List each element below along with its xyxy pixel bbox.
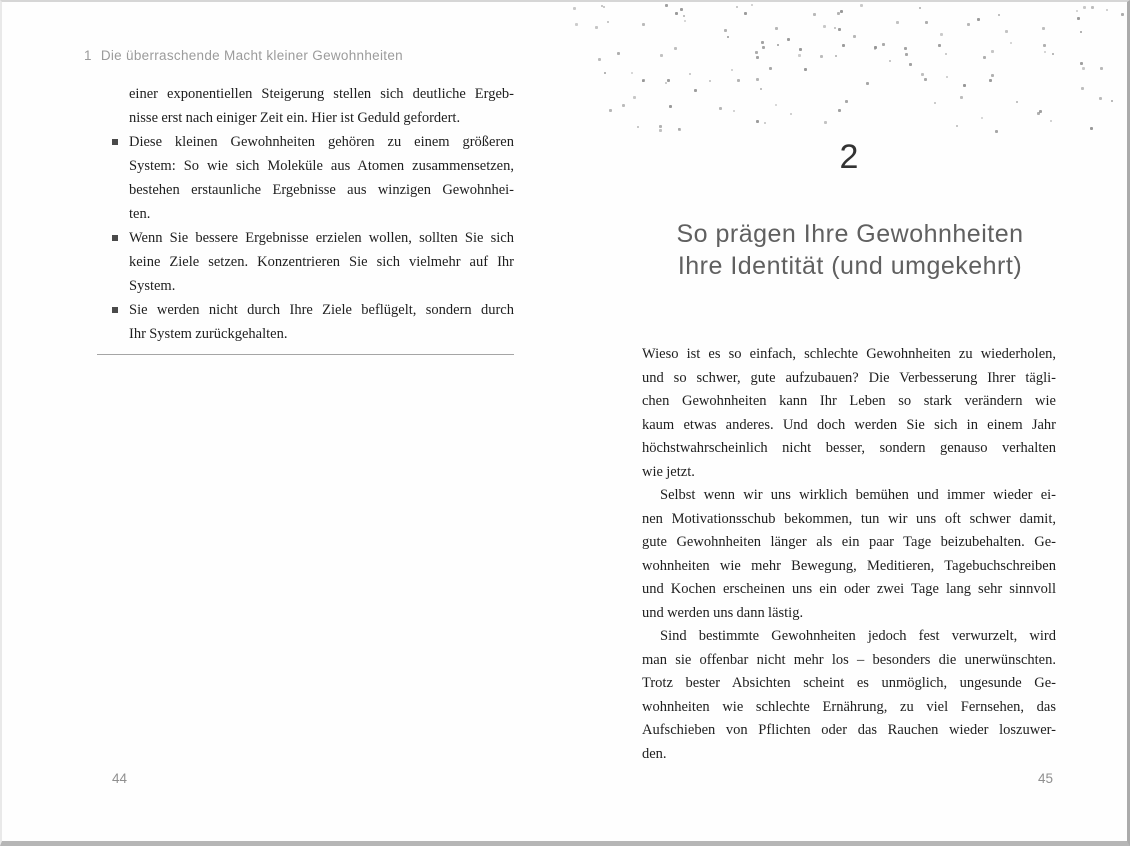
body-line: Diese kleinen Gewohnheiten gehören zu einem größeren: [129, 134, 514, 150]
running-header-title: Die überraschende Macht kleiner Gewohnheiten: [100, 48, 403, 63]
body-line: Wenn Sie bessere Ergebnisse erzielen wollen, sollten Sie sich: [129, 230, 514, 246]
body-line: bestehen erstaunliche Ergebnisse aus winzigen Gewohnhei-: [129, 182, 514, 198]
chapter-number: 2: [839, 138, 859, 176]
left-page: [2, 2, 567, 841]
right-body-text: [642, 343, 1056, 766]
chapter-title-line: So prägen Ihre Gewohnheiten: [676, 220, 1024, 248]
bullet-continuation: [129, 82, 514, 130]
running-header: [84, 48, 403, 63]
body-line: nisse erst nach einiger Zeit ein. Hier ist Geduld gefordert.: [129, 110, 461, 126]
bullet-item: [129, 226, 514, 298]
body-line: den.: [642, 745, 667, 762]
body-line: System.: [129, 278, 176, 294]
bullet-item: [129, 130, 514, 226]
chapter-title-line: Ihre Identität (und umgekehrt): [677, 252, 1023, 280]
body-line: System: So wie sich Moleküle aus Atomen zusammensetzen,: [129, 158, 514, 174]
body-line: gute Gewohnheiten länger als ein paar Tage beizubehalten. Ge-: [642, 534, 1056, 550]
body-line: Trotz bester Absichten scheint es unmöglich, ungesunde Ge-: [642, 675, 1056, 691]
body-line: und werden uns dann lästig.: [642, 604, 804, 621]
body-line: Selbst wenn wir uns wirklich bemühen und immer wieder ei-: [660, 487, 1056, 503]
body-line: nen Motivationsschub bekommen, tun wir uns oft schwer damit,: [642, 510, 1056, 527]
body-line: kaum etwas anderes. Und doch werden Sie sich in einem Jahr: [642, 416, 1056, 433]
running-header-chapter-number: 1: [84, 48, 92, 63]
bullet-square-icon: [112, 235, 118, 241]
body-line: und Kochen erscheinen uns ein oder zwei Tage lang sehr sinnvoll: [642, 581, 1056, 597]
body-line: wie jetzt.: [642, 463, 695, 480]
right-page: [567, 2, 1129, 841]
body-line: höchstwahrscheinlich nicht besser, sondern genauso verhalten: [642, 440, 1056, 456]
body-line: keine Ziele setzen. Konzentrieren Sie sich vielmehr auf Ihr: [129, 254, 514, 270]
chapter-title: [605, 218, 1095, 282]
body-line: wohnheiten wie schlechte Ernährung, zu viel Fernsehen, das: [642, 698, 1056, 715]
body-line: chen Gewohnheiten kann Ihr Leben so stark verändern wie: [642, 393, 1056, 409]
paragraph: [642, 484, 1056, 625]
page-number-right: 45: [1038, 771, 1054, 786]
body-line: Sie werden nicht durch Ihre Ziele beflügelt, sondern durch: [129, 302, 514, 318]
body-line: Sind bestimmte Gewohnheiten jedoch fest verwurzelt, wird: [660, 628, 1056, 644]
paragraph: [642, 343, 1056, 484]
page-number-left: 44: [112, 771, 128, 786]
section-divider: [97, 354, 514, 355]
bullet-item: [129, 298, 514, 346]
body-line: Ihr System zurückgehalten.: [129, 326, 288, 342]
body-line: Aufschieben von Pflichten oder das Rauchen wieder loszuwer-: [642, 722, 1056, 738]
confetti-dots-decoration: [573, 4, 1126, 137]
body-line: man sie offenbar nicht mehr los – besonders die unerwünschten.: [642, 651, 1056, 668]
bullet-square-icon: [112, 139, 118, 145]
body-line: wohnheiten wie mehr Bewegung, Meditieren, Tagebuchschreiben: [642, 557, 1056, 574]
body-line: einer exponentiellen Steigerung stellen sich deutliche Ergeb-: [129, 86, 514, 102]
paragraph: [642, 625, 1056, 766]
body-line: ten.: [129, 206, 151, 222]
body-line: und so schwer, gute aufzubauen? Die Verbesserung Ihrer tägli-: [642, 369, 1056, 386]
bullet-square-icon: [112, 307, 118, 313]
body-line: Wieso ist es so einfach, schlechte Gewohnheiten zu wiederholen,: [642, 346, 1056, 362]
left-body-text: [129, 82, 514, 346]
